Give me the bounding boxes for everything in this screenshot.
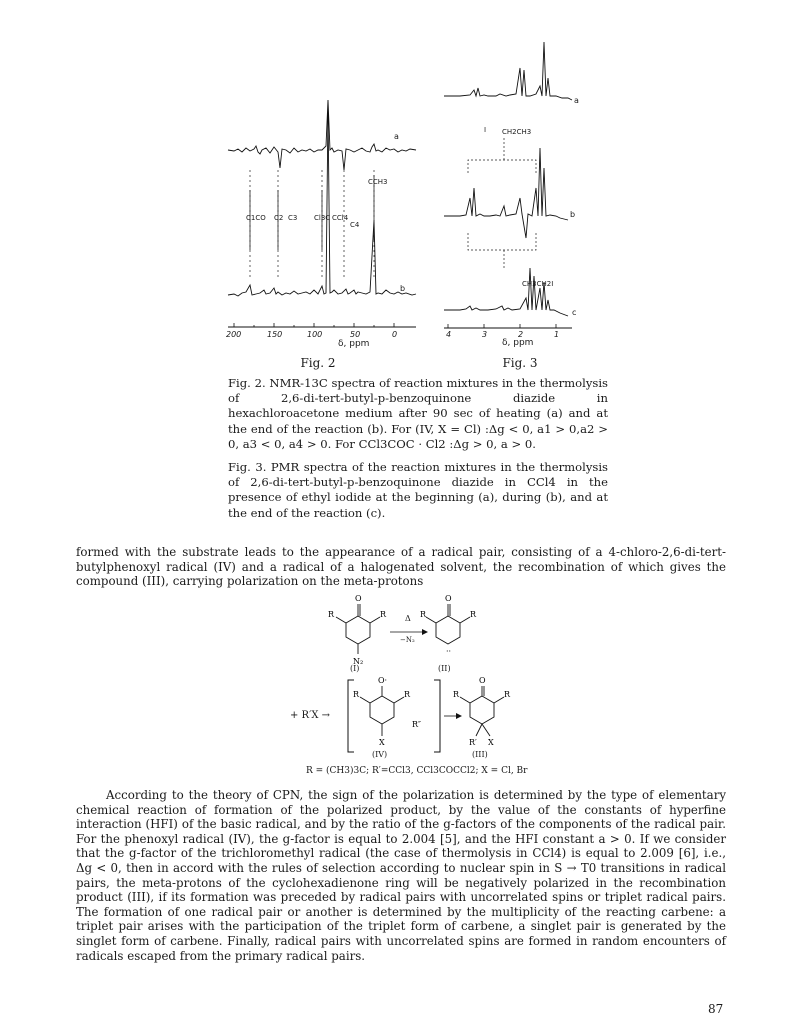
page-number: 87: [708, 1002, 724, 1016]
fig3-peak-i: I: [484, 126, 487, 134]
svg-text:X: X: [379, 738, 385, 747]
scheme-label-III: (III): [472, 750, 488, 759]
scheme-conditions-top: Δ: [405, 614, 411, 623]
fig2-tick-100: 100: [307, 330, 323, 339]
fig3-label: Fig. 3: [502, 356, 538, 370]
fig2-label: Fig. 2: [300, 356, 336, 370]
svg-text:R: R: [504, 690, 511, 699]
svg-text:O: O: [355, 594, 362, 603]
fig2-peak-cl3c: Cl3C: [314, 214, 331, 222]
svg-text:··: ··: [446, 647, 452, 656]
svg-text:R: R: [470, 610, 477, 619]
scheme-legend: R = (CH3)3C; R′=CCl3, CCl3COCCl2; X = Cl, Br: [306, 766, 528, 776]
fig3-tick-1: 1: [554, 330, 560, 339]
svg-text:N₂: N₂: [353, 657, 364, 666]
reaction-scheme: [250, 592, 550, 782]
fig3-peak-ch3ch2i: CH3CH2I: [522, 280, 554, 288]
fig3-spectra: [440, 38, 590, 348]
paragraph-2-text: According to the theory of CPN, the sign of the polarization is determined by the type of elementary chemical reaction of formation of the polarized product, by the value of the constants of hyperfine interaction (HFI) of the basic radical, and by the ratio of the g-factors of the components of the radical pair. For the phenoxyl radical (IV), the g-factor is equal to 2.004 [5], and the HFI constant a > 0. If we consider that the g-factor of the trichloromethyl radical (the case of thermolysis in CCl4) is equal to 2.009 [6], i.e., Δg < 0, then in accord with the rules of selection according to nuclear spin in S → T0 transitions in radical pairs, the meta-protons of the cyclohexadienone ring will be negatively polarized in the recombination product (III), if its formation was preceded by radical pairs with uncorrelated spins or triplet radical pairs. The formation of one radical pair or another is determined by the multiplicity of the reacting carbene: a triplet pair arises with the participation of the triplet form of carbene, a singlet pair is generated by the singlet form of carbene. Finally, radical pairs with uncorrelated spins are formed in random encounters of radicals escaped from the primary radical pairs.: [76, 788, 726, 963]
svg-text:R: R: [353, 690, 360, 699]
svg-text:R: R: [404, 690, 411, 699]
svg-text:O: O: [479, 676, 486, 685]
compound-IV: [360, 686, 404, 736]
fig2-peak-c3: C3: [288, 214, 298, 222]
svg-text:R: R: [328, 610, 335, 619]
scheme-label-I: (I): [350, 664, 360, 673]
compound-II: [426, 604, 470, 644]
fig2-tick-50: 50: [350, 330, 361, 339]
fig2-trace-a: [228, 100, 416, 170]
fig3-tick-2: 2: [518, 330, 524, 339]
fig2-peak-ccl4: CCl4: [332, 214, 349, 222]
fig3-guides: [468, 138, 536, 270]
fig2-caption: Fig. 2. NMR-13C spectra of reaction mixtures in the thermolysis of 2,6-di-tert-butyl-p-benzoquinone diazide in hexachloroacetone medium after 90 sec of heating (a) and at the end of the reaction (b). For (IV, X = Cl) :Δg < 0, a1 > 0,a2 > 0, a3 < 0, a4 > 0. For CCl3COC · Cl2 :Δg > 0, a > 0.: [228, 376, 608, 451]
fig3-trace-c: [444, 268, 568, 316]
fig3-axis-ticks: [448, 324, 556, 328]
paragraph-1: [76, 545, 726, 589]
scheme-drawing: [250, 592, 550, 782]
svg-text:O: O: [445, 594, 452, 603]
compound-I: [336, 604, 380, 654]
svg-text:R: R: [420, 610, 427, 619]
paragraph-2: [76, 788, 726, 963]
fig2-tick-0: 0: [392, 330, 398, 339]
fig3-trace-a: [444, 42, 572, 100]
fig2-axis-title: δ, ppm: [338, 339, 370, 349]
svg-text:X: X: [488, 738, 494, 747]
svg-text:R″: R″: [412, 720, 422, 729]
fig2-tick-200: 200: [226, 330, 242, 339]
scheme-label-II: (II): [438, 664, 451, 673]
figure-2: [226, 80, 418, 350]
paragraph-1-text: formed with the substrate leads to the appearance of a radical pair, consisting of a 4-chloro-2,6-di-tert-butylphenoxyl radical (IV) and a radical of a halogenated solvent, the recombination of which gives the compound (III), carrying polarization on the meta-protons: [76, 545, 726, 589]
fig3-trace-label-c: c: [572, 308, 577, 317]
fig3-tick-3: 3: [482, 330, 488, 339]
figure-captions: [228, 376, 608, 529]
fig2-peak-c4: C4: [350, 221, 360, 229]
figure-3: [440, 38, 590, 348]
svg-text:O·: O·: [378, 676, 388, 685]
compound-III: [460, 686, 504, 736]
fig2-tick-150: 150: [267, 330, 283, 339]
fig3-tick-4: 4: [446, 330, 452, 339]
fig3-trace-b: [444, 148, 568, 238]
fig2-peak-cch3: CCH3: [368, 178, 388, 186]
svg-text:R′: R′: [469, 738, 477, 747]
fig3-caption: Fig. 3. PMR spectra of the reaction mixtures in the thermolysis of 2,6-di-tert-butyl-p-benzoquinone diazide in CCl4 in the presence of ethyl iodide at the beginning (a), during (b), and at the end of the reaction (c).: [228, 460, 608, 520]
scheme-reagent: + R′X →: [290, 710, 331, 721]
fig3-peak-ch2ch3: CH2CH3: [502, 128, 532, 136]
fig2-axis-ticks: [234, 323, 394, 327]
fig3-trace-label-b: b: [570, 210, 576, 219]
fig3-trace-label-a: a: [574, 96, 579, 105]
svg-text:R: R: [453, 690, 460, 699]
svg-text:R: R: [380, 610, 387, 619]
fig2-peak-c2: C2: [274, 214, 284, 222]
fig3-axis-title: δ, ppm: [502, 338, 534, 348]
scheme-label-IV: (IV): [372, 750, 388, 759]
fig2-trace-label-b: b: [400, 284, 406, 293]
scheme-conditions-bottom: −N₂: [400, 636, 415, 644]
fig2-trace-label-a: a: [394, 132, 399, 141]
fig2-arrows: [250, 175, 374, 250]
fig2-peak-c1co: C1CO: [246, 214, 266, 222]
